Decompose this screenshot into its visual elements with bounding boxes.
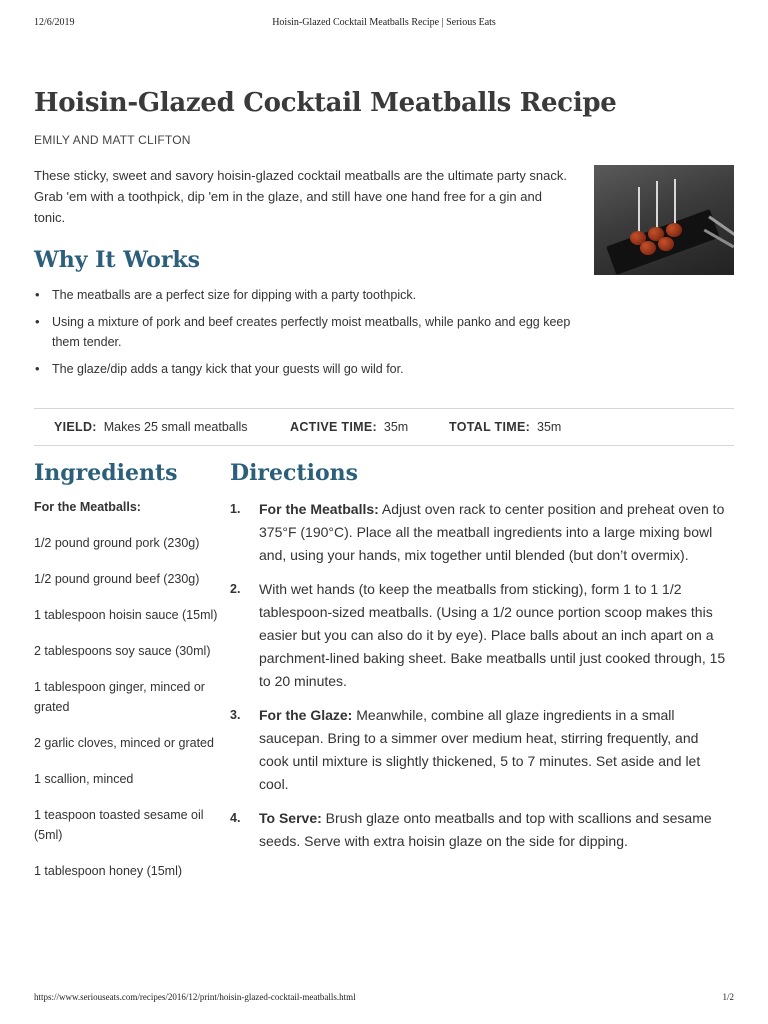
step-number: 4. (230, 811, 241, 825)
meatball (640, 241, 656, 255)
page-number: 1/2 (722, 992, 734, 1002)
active-time-label: ACTIVE TIME: (290, 420, 377, 434)
recipe-title: Hoisin-Glazed Cocktail Meatballs Recipe (34, 88, 617, 118)
total-time-label: TOTAL TIME: (449, 420, 531, 434)
step-text: Adjust oven rack to center position and preheat oven to 375°F (190°C). Place all the meatball ingredients into a large mixing bowl and, using your hands, mix together until blended (but don’t overmix). (259, 501, 725, 563)
list-item: • The glaze/dip adds a tangy kick that your guests will go wild for. (34, 359, 579, 379)
toothpick (638, 187, 640, 233)
list-item: • The meatballs are a perfect size for dipping with a party toothpick. (34, 285, 579, 305)
yield-value: Makes 25 small meatballs (103, 420, 248, 434)
direction-step (230, 498, 730, 567)
ingredient-item: 1 scallion, minced (34, 772, 134, 786)
ingredient-item: 1/2 pound ground beef (230g) (34, 572, 200, 586)
directions-heading: Directions (230, 460, 358, 486)
direction-step (230, 704, 730, 796)
recipe-meta-bar (34, 408, 734, 446)
active-time-value: 35m (383, 420, 409, 434)
total-time (449, 420, 561, 434)
directions-list (230, 498, 730, 864)
meatball (658, 237, 674, 251)
active-time (290, 420, 408, 434)
recipe-authors: EMILY AND MATT CLIFTON (34, 133, 191, 147)
why-it-works-heading: Why It Works (34, 247, 201, 273)
step-text: Brush glaze onto meatballs and top with scallions and sesame seeds. Serve with extra hoisin glaze on the side for dipping. (259, 810, 712, 849)
step-number: 2. (230, 582, 241, 596)
print-date: 12/6/2019 (34, 17, 75, 28)
yield (54, 420, 248, 434)
print-url: https://www.seriouseats.com/recipes/2016/12/print/hoisin-glazed-cocktail-meatballs.html (34, 992, 356, 1002)
ingredients-heading: Ingredients (34, 460, 178, 486)
ingredient-item: 1 tablespoon honey (15ml) (34, 864, 183, 878)
why-it-works-list (34, 285, 579, 386)
print-header (0, 17, 768, 31)
step-lead: For the Meatballs: (259, 501, 379, 517)
meatball (666, 223, 682, 237)
step-text: With wet hands (to keep the meatballs from sticking), form 1 to 1 1/2 tablespoon-sized meatballs. (Using a 1/2 ounce portion scoop makes this easier but you can also do it by eye). Place balls about an inch apart on a parchment-lined baking sheet. Bake meatballs until just cooked through, 15 to 20 minutes. (259, 581, 726, 689)
ingredient-item: 1 teaspoon toasted sesame oil (5ml) (34, 808, 204, 842)
yield-label: YIELD: (54, 420, 97, 434)
ingredient-item: 1 tablespoon hoisin sauce (15ml) (34, 608, 218, 622)
print-footer (0, 992, 768, 1006)
step-number: 1. (230, 502, 241, 516)
step-lead: For the Glaze: (259, 707, 353, 723)
step-lead: To Serve: (259, 810, 322, 826)
ingredients-list (34, 497, 219, 897)
meatballs-photo (594, 165, 734, 275)
recipe-intro: These sticky, sweet and savory hoisin-glazed cocktail meatballs are the ultimate party snack. Grab 'em with a toothpick, dip 'em in the glaze, and still have one hand free for a gin and tonic. (34, 168, 567, 225)
list-item: • Using a mixture of pork and beef creates perfectly moist meatballs, while panko and egg keep them tender. (34, 312, 579, 352)
direction-step (230, 578, 730, 693)
print-page-title: Hoisin-Glazed Cocktail Meatballs Recipe | Serious Eats (272, 17, 496, 28)
toothpick (674, 179, 676, 227)
toothpick (656, 181, 658, 231)
ingredient-item: 2 tablespoons soy sauce (30ml) (34, 644, 211, 658)
ingredient-item: 1/2 pound ground pork (230g) (34, 536, 200, 550)
ingredient-item: 1 tablespoon ginger, minced or grated (34, 680, 205, 714)
step-text: Meanwhile, combine all glaze ingredients in a small saucepan. Bring to a simmer over medium heat, stirring frequently, and cook until mixture is slightly thickened, 5 to 7 minutes. Set aside and let cool. (259, 707, 701, 792)
total-time-value: 35m (537, 420, 562, 434)
ingredient-item: 2 garlic cloves, minced or grated (34, 736, 214, 750)
ingredients-subhead: For the Meatballs: (34, 500, 141, 514)
step-number: 3. (230, 708, 241, 722)
direction-step (230, 807, 730, 853)
